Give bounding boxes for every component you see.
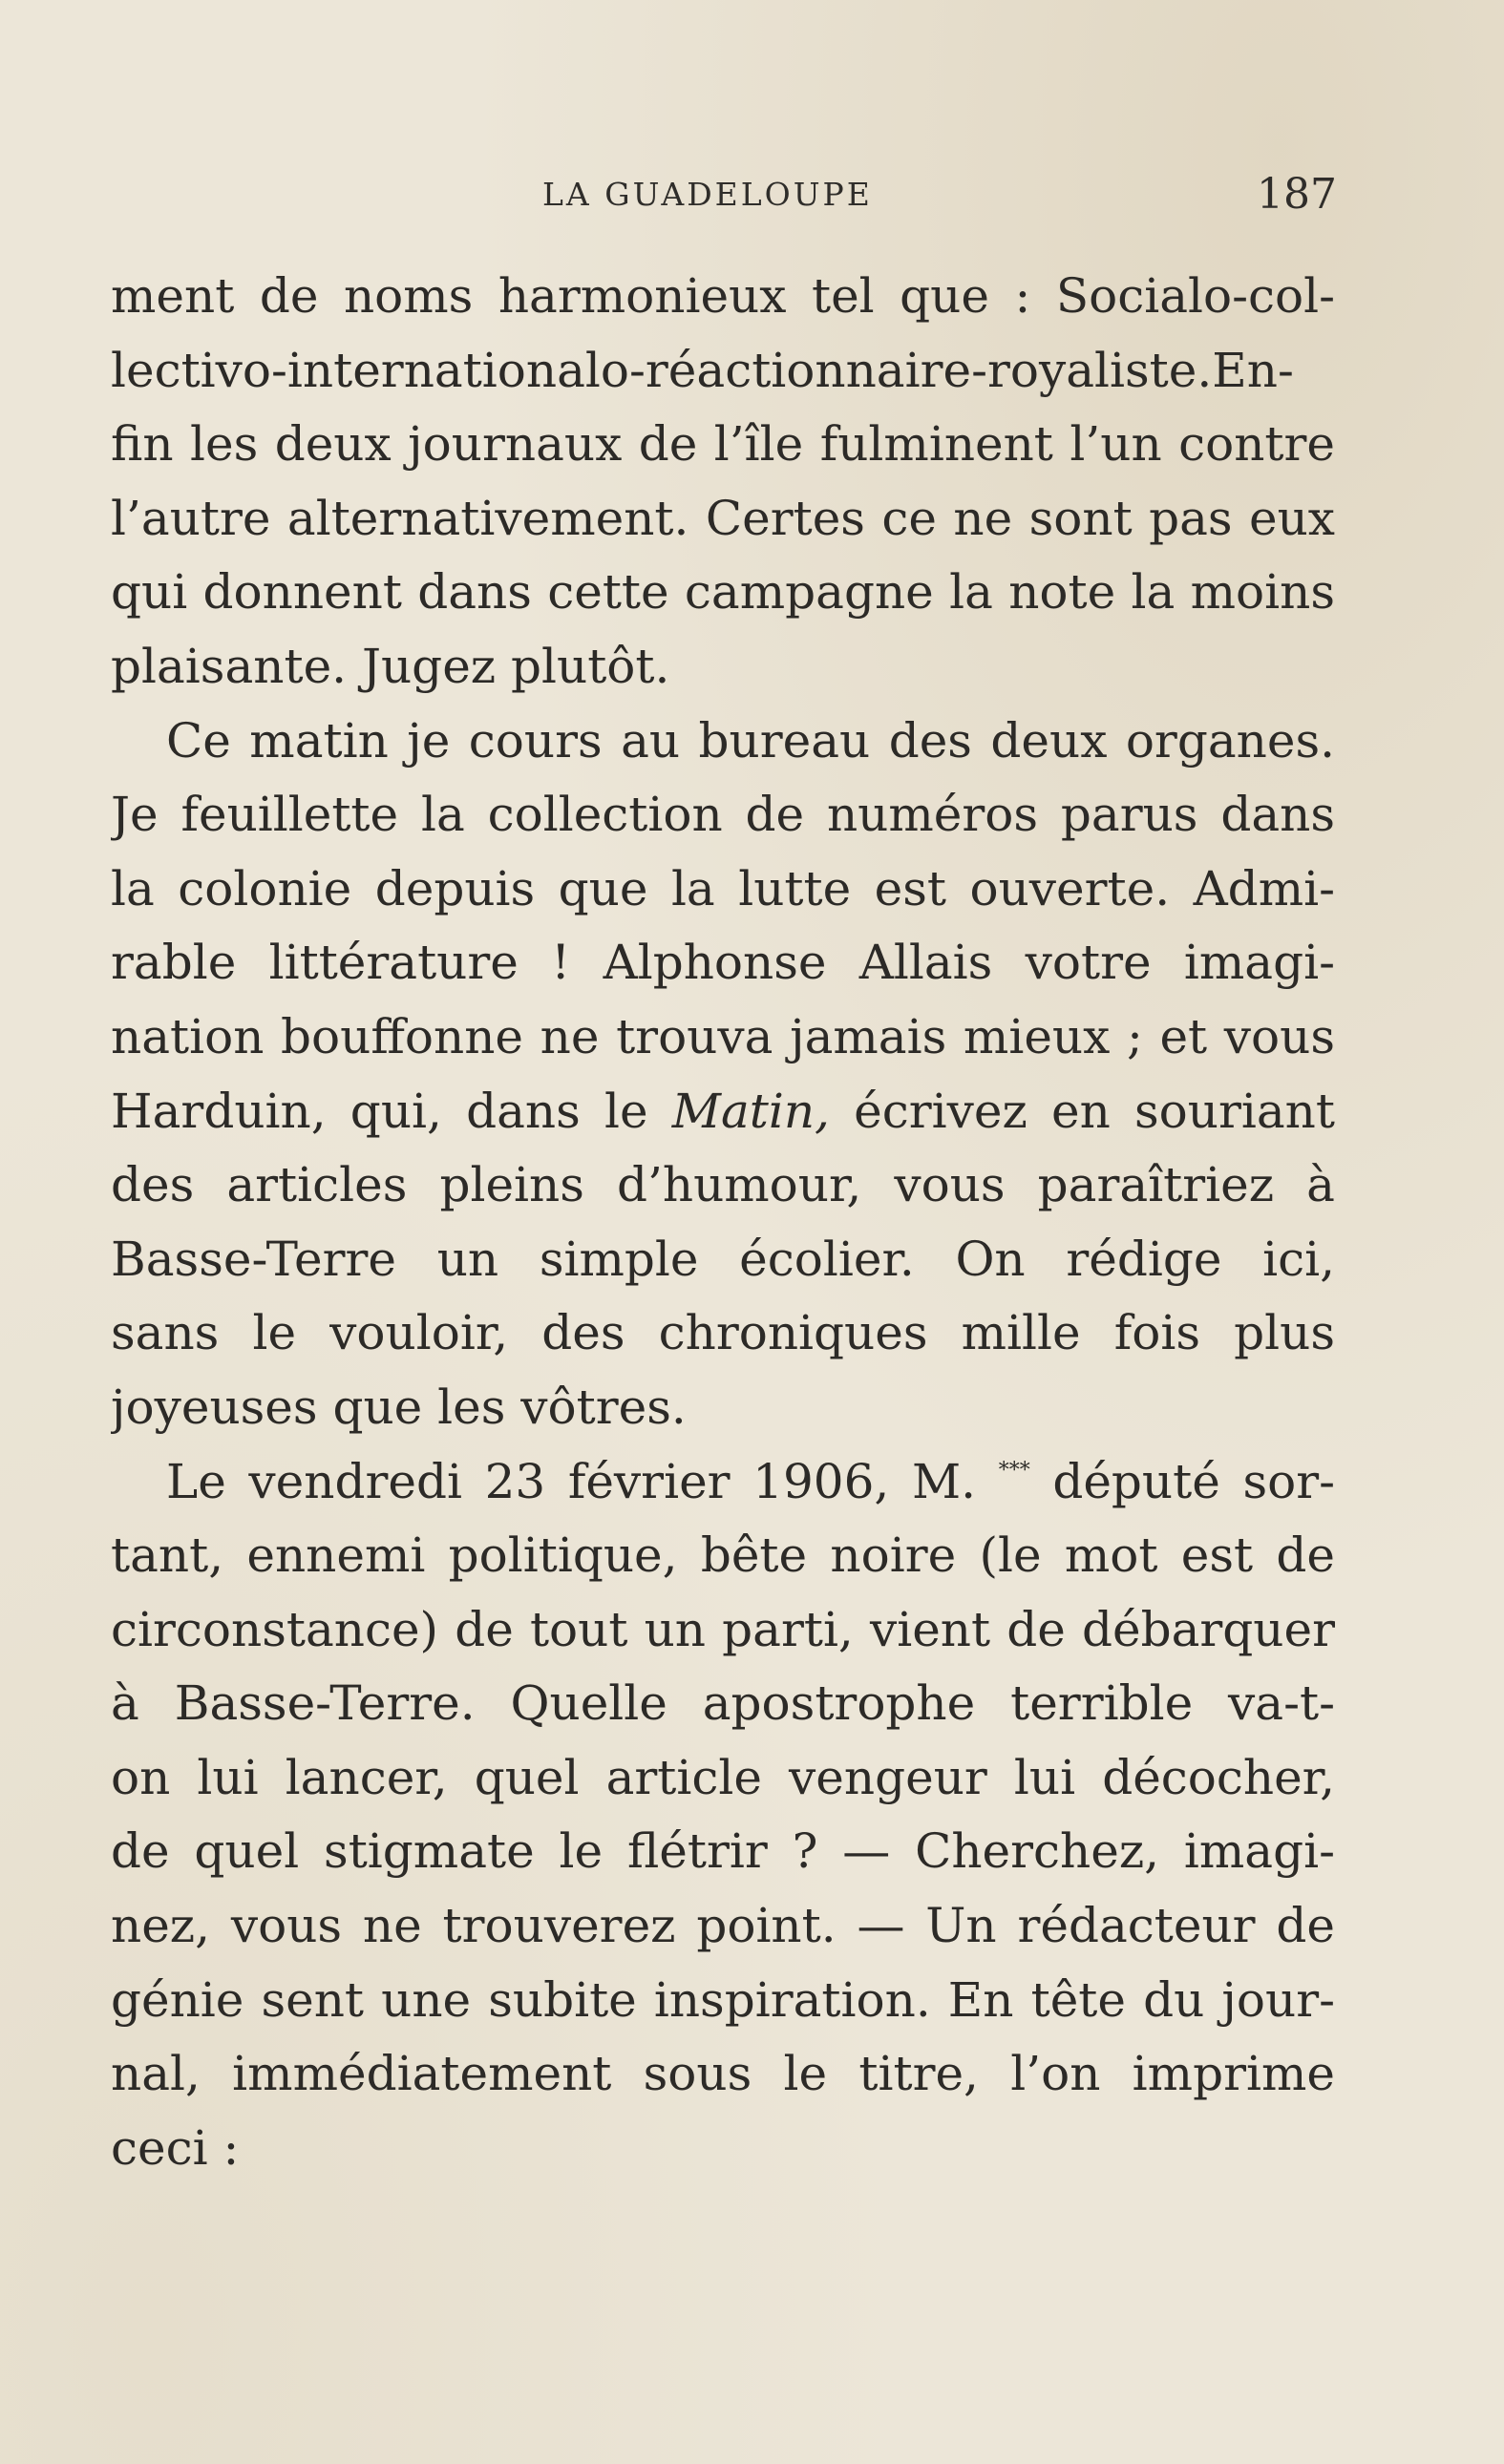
text-line: à Basse-Terre. Quelle apostrophe terrible va-t- [111, 1675, 1335, 1732]
text-line: l’autre alternativement. Certes ce ne sont pas eux [111, 490, 1335, 546]
text-line: fin les deux journaux de l’île fulminent l’un contre [111, 416, 1335, 473]
body-text [111, 260, 1335, 2185]
text-line: ceci : [111, 2119, 240, 2176]
text-line: la colonie depuis que la lutte est ouverte. Admi- [111, 860, 1335, 916]
running-title: LA GUADELOUPE [542, 176, 873, 213]
text-line: on lui lancer, quel article vengeur lui décocher, [111, 1749, 1335, 1805]
text-line: joyeuses que les vôtres. [111, 1379, 687, 1435]
text-line: ment de noms harmonieux tel que : Socialo-col- [111, 268, 1335, 324]
text-line: Ce matin je cours au bureau des deux organes. [166, 712, 1335, 769]
text-line [111, 1075, 1335, 1149]
running-head [0, 170, 1504, 218]
text-line: circonstance) de tout un parti, vient de débarquer [111, 1601, 1335, 1657]
text-line: Je feuillette la collection de numéros parus dans [111, 787, 1335, 843]
text-segment: écrivez en souriant [854, 1083, 1335, 1139]
text-line: nez, vous ne trouverez point. — Un rédacteur de [111, 1898, 1335, 1954]
text-line: plaisante. Jugez plutôt. [111, 638, 670, 694]
text-line: qui donnent dans cette campagne la note la moins [111, 564, 1335, 621]
text-segment: Harduin, qui, dans le [111, 1083, 648, 1139]
text-line [111, 1445, 1335, 1520]
text-line: Basse-Terre un simple écolier. On rédige ici, [111, 1231, 1335, 1287]
text-segment: député sor- [1052, 1453, 1335, 1509]
text-segment: Le vendredi 23 février 1906, M. [166, 1453, 977, 1509]
newspaper-title: Matin, [671, 1083, 830, 1139]
text-line: génie sent une subite inspiration. En tête du jour- [111, 1971, 1335, 2028]
page-number: 187 [1257, 170, 1337, 219]
text-line: lectivo-internationalo-réactionnaire-royaliste.En- [111, 342, 1294, 398]
text-line: sans le vouloir, des chroniques mille fois plus [111, 1305, 1335, 1361]
text-line: tant, ennemi politique, bête noire (le mot est de [111, 1527, 1335, 1584]
text-line: nal, immédiatement sous le titre, l’on imprime [111, 2046, 1335, 2102]
text-line: rable littérature ! Alphonse Allais votre imagi- [111, 935, 1335, 991]
text-line: de quel stigmate le flétrir ? — Cherchez, imagi- [111, 1823, 1335, 1880]
text-line: nation bouffonne ne trouva jamais mieux ; et vous [111, 1008, 1335, 1064]
text-line: des articles pleins d’humour, vous paraîtriez à [111, 1157, 1335, 1213]
anonymized-name-asterisks: *** [998, 1458, 1030, 1483]
